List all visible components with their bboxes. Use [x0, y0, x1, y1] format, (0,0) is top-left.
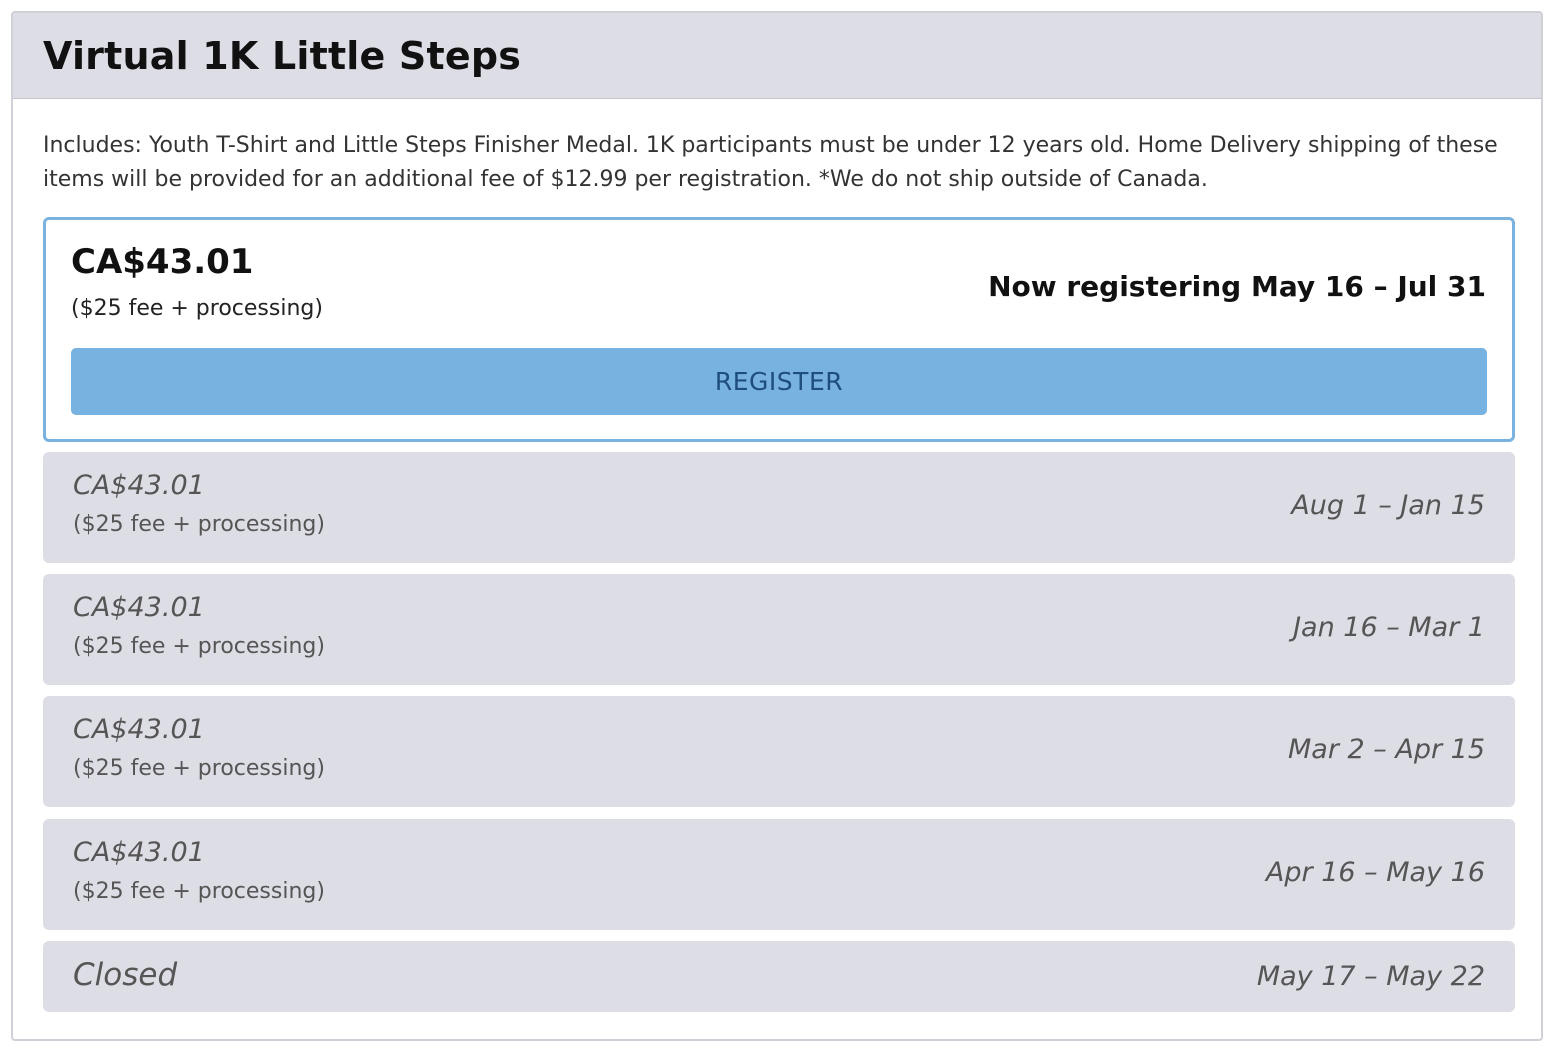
future-price-tier	[43, 452, 1515, 563]
tier-fee-note: ($25 fee + processing)	[71, 296, 323, 321]
current-price-tier	[43, 217, 1515, 442]
tier-date-window: Now registering May 16 – Jul 31	[988, 270, 1486, 303]
register-button[interactable]: REGISTER	[71, 348, 1487, 415]
tier-price: CA$43.01	[71, 242, 254, 282]
tier-price: CA$43.01	[73, 837, 205, 868]
tier-price: CA$43.01	[73, 470, 205, 501]
event-title: Virtual 1K Little Steps	[43, 33, 522, 78]
tier-price: CA$43.01	[73, 592, 205, 623]
tier-fee-note: ($25 fee + processing)	[73, 512, 325, 537]
tier-fee-note: ($25 fee + processing)	[73, 634, 325, 659]
tier-date-window: Aug 1 – Jan 15	[1291, 490, 1485, 521]
tier-date-window: Apr 16 – May 16	[1265, 857, 1485, 888]
tier-price: CA$43.01	[73, 714, 205, 745]
tier-fee-note: ($25 fee + processing)	[73, 756, 325, 781]
registration-card	[11, 11, 1543, 1041]
future-price-tier	[43, 696, 1515, 807]
tier-date-window: Mar 2 – Apr 15	[1287, 734, 1485, 765]
tier-date-window: Jan 16 – Mar 1	[1293, 612, 1485, 643]
closed-price-tier	[43, 941, 1515, 1012]
tier-status: Closed	[73, 957, 178, 993]
tier-fee-note: ($25 fee + processing)	[73, 879, 325, 904]
event-description: Includes: Youth T-Shirt and Little Steps Finisher Medal. 1K participants must be under 12 years old. Home Delivery shipping of these items will be provided for an additional fee of $12.99 per registration. *We do not ship outside of Canada.	[43, 133, 1498, 192]
future-price-tier	[43, 819, 1515, 930]
card-header	[13, 13, 1541, 99]
tier-date-window: May 17 – May 22	[1256, 961, 1485, 992]
future-price-tier	[43, 574, 1515, 685]
